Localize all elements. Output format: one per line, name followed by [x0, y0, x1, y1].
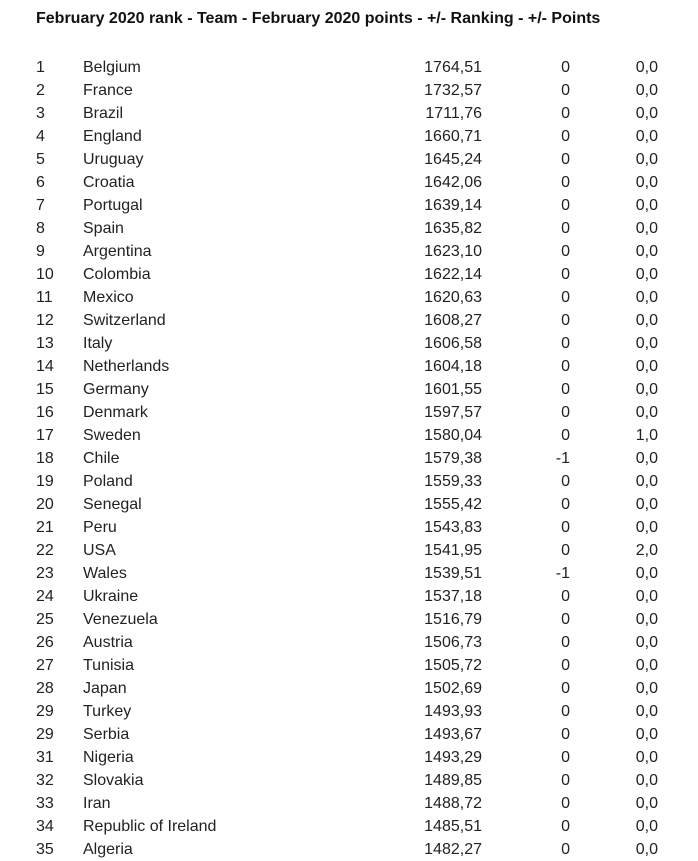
team-cell: Peru — [83, 519, 117, 536]
points-cell: 1506,73 — [424, 634, 482, 651]
rank-cell: 21 — [36, 519, 54, 536]
team-cell: Austria — [83, 634, 133, 651]
rank-change-cell: 0 — [561, 841, 570, 858]
points-change-cell: 0,0 — [635, 841, 658, 858]
team-cell: Italy — [83, 335, 113, 352]
points-change-cell: 0,0 — [635, 496, 658, 513]
team-cell: Turkey — [83, 703, 132, 720]
team-cell: Germany — [83, 381, 149, 398]
rank-change-cell: 0 — [561, 289, 570, 306]
rank-cell: 28 — [36, 680, 54, 697]
ranking-row — [0, 723, 698, 746]
rank-change-cell: 0 — [561, 266, 570, 283]
ranking-row — [0, 263, 698, 286]
ranking-row — [0, 286, 698, 309]
team-cell: Poland — [83, 473, 133, 490]
team-cell: Iran — [83, 795, 111, 812]
team-cell: Colombia — [83, 266, 151, 283]
points-cell: 1537,18 — [424, 588, 482, 605]
ranking-row — [0, 217, 698, 240]
rankings-list — [0, 56, 698, 861]
ranking-row — [0, 746, 698, 769]
team-cell: Brazil — [83, 105, 124, 122]
points-change-cell: 0,0 — [635, 197, 658, 214]
rank-change-cell: 0 — [561, 611, 570, 628]
rank-change-cell: 0 — [561, 151, 570, 168]
points-cell: 1543,83 — [424, 519, 482, 536]
points-cell: 1482,27 — [424, 841, 482, 858]
rank-cell: 20 — [36, 496, 54, 513]
rank-cell: 34 — [36, 818, 54, 835]
rank-cell: 18 — [36, 450, 54, 467]
rank-cell: 13 — [36, 335, 54, 352]
ranking-row — [0, 332, 698, 355]
team-cell: Netherlands — [83, 358, 170, 375]
points-change-cell: 0,0 — [635, 312, 658, 329]
team-cell: Nigeria — [83, 749, 134, 766]
points-change-cell: 0,0 — [635, 818, 658, 835]
points-cell: 1635,82 — [424, 220, 482, 237]
rank-cell: 8 — [36, 220, 45, 237]
rank-cell: 1 — [36, 59, 45, 76]
points-change-cell: 0,0 — [635, 473, 658, 490]
team-cell: Ukraine — [83, 588, 139, 605]
rank-change-cell: 0 — [561, 542, 570, 559]
team-cell: Mexico — [83, 289, 134, 306]
points-cell: 1502,69 — [424, 680, 482, 697]
points-cell: 1505,72 — [424, 657, 482, 674]
points-change-cell: 1,0 — [635, 427, 658, 444]
rank-cell: 23 — [36, 565, 54, 582]
rank-change-cell: 0 — [561, 749, 570, 766]
rank-change-cell: 0 — [561, 82, 570, 99]
points-change-cell: 0,0 — [635, 703, 658, 720]
team-cell: Spain — [83, 220, 124, 237]
points-change-cell: 0,0 — [635, 772, 658, 789]
ranking-row — [0, 516, 698, 539]
ranking-row — [0, 378, 698, 401]
points-cell: 1493,93 — [424, 703, 482, 720]
team-cell: Slovakia — [83, 772, 144, 789]
ranking-row — [0, 447, 698, 470]
rank-change-cell: 0 — [561, 404, 570, 421]
ranking-row — [0, 424, 698, 447]
points-change-cell: 0,0 — [635, 749, 658, 766]
ranking-row — [0, 769, 698, 792]
rank-cell: 16 — [36, 404, 54, 421]
team-cell: Wales — [83, 565, 127, 582]
rank-cell: 2 — [36, 82, 45, 99]
rank-change-cell: 0 — [561, 657, 570, 674]
ranking-row — [0, 493, 698, 516]
ranking-row — [0, 700, 698, 723]
rank-change-cell: 0 — [561, 496, 570, 513]
rank-change-cell: 0 — [561, 312, 570, 329]
rank-change-cell: 0 — [561, 726, 570, 743]
rank-change-cell: 0 — [561, 473, 570, 490]
rank-change-cell: 0 — [561, 174, 570, 191]
rank-cell: 11 — [36, 289, 53, 306]
ranking-row — [0, 585, 698, 608]
team-cell: Japan — [83, 680, 127, 697]
points-change-cell: 0,0 — [635, 565, 658, 582]
ranking-row — [0, 240, 698, 263]
team-cell: Chile — [83, 450, 120, 467]
points-change-cell: 0,0 — [635, 151, 658, 168]
team-cell: France — [83, 82, 133, 99]
rank-cell: 27 — [36, 657, 54, 674]
points-cell: 1660,71 — [424, 128, 482, 145]
team-cell: Belgium — [83, 59, 141, 76]
rank-cell: 35 — [36, 841, 54, 858]
rank-cell: 7 — [36, 197, 45, 214]
points-cell: 1601,55 — [424, 381, 482, 398]
points-cell: 1488,72 — [424, 795, 482, 812]
team-cell: Argentina — [83, 243, 152, 260]
points-cell: 1579,38 — [424, 450, 482, 467]
team-cell: Algeria — [83, 841, 133, 858]
ranking-row — [0, 677, 698, 700]
rank-cell: 5 — [36, 151, 45, 168]
points-cell: 1622,14 — [424, 266, 482, 283]
rank-cell: 22 — [36, 542, 54, 559]
ranking-row — [0, 171, 698, 194]
ranking-row — [0, 401, 698, 424]
points-change-cell: 0,0 — [635, 243, 658, 260]
points-change-cell: 0,0 — [635, 82, 658, 99]
rank-change-cell: 0 — [561, 59, 570, 76]
points-change-cell: 0,0 — [635, 220, 658, 237]
points-cell: 1620,63 — [424, 289, 482, 306]
ranking-row — [0, 125, 698, 148]
rankings-heading: February 2020 rank - Team - February 2020 points - +/- Ranking - +/- Points — [36, 10, 601, 27]
points-cell: 1485,51 — [424, 818, 482, 835]
ranking-row — [0, 838, 698, 861]
rank-change-cell: 0 — [561, 703, 570, 720]
rank-cell: 12 — [36, 312, 54, 329]
team-cell: Switzerland — [83, 312, 166, 329]
points-cell: 1516,79 — [424, 611, 482, 628]
rank-cell: 4 — [36, 128, 45, 145]
rank-cell: 15 — [36, 381, 54, 398]
points-change-cell: 0,0 — [635, 657, 658, 674]
points-change-cell: 0,0 — [635, 634, 658, 651]
ranking-row — [0, 355, 698, 378]
team-cell: England — [83, 128, 142, 145]
points-change-cell: 0,0 — [635, 450, 658, 467]
points-cell: 1645,24 — [424, 151, 482, 168]
points-cell: 1493,67 — [424, 726, 482, 743]
rank-change-cell: 0 — [561, 588, 570, 605]
ranking-row — [0, 56, 698, 79]
points-change-cell: 0,0 — [635, 404, 658, 421]
points-cell: 1559,33 — [424, 473, 482, 490]
rank-change-cell: 0 — [561, 105, 570, 122]
points-cell: 1489,85 — [424, 772, 482, 789]
points-cell: 1711,76 — [425, 105, 482, 122]
rank-change-cell: 0 — [561, 795, 570, 812]
ranking-row — [0, 79, 698, 102]
rank-cell: 25 — [36, 611, 54, 628]
rank-change-cell: 0 — [561, 128, 570, 145]
rank-change-cell: 0 — [561, 634, 570, 651]
rank-change-cell: 0 — [561, 772, 570, 789]
rank-change-cell: 0 — [561, 381, 570, 398]
team-cell: Uruguay — [83, 151, 144, 168]
points-cell: 1597,57 — [424, 404, 482, 421]
points-change-cell: 2,0 — [635, 542, 658, 559]
ranking-row — [0, 792, 698, 815]
rank-change-cell: -1 — [555, 450, 570, 467]
rank-cell: 29 — [36, 703, 54, 720]
points-change-cell: 0,0 — [635, 289, 658, 306]
rank-change-cell: -1 — [555, 565, 570, 582]
points-change-cell: 0,0 — [635, 588, 658, 605]
team-cell: Tunisia — [83, 657, 134, 674]
rank-change-cell: 0 — [561, 243, 570, 260]
rank-cell: 33 — [36, 795, 54, 812]
team-cell: Republic of Ireland — [83, 818, 217, 835]
points-change-cell: 0,0 — [635, 174, 658, 191]
points-change-cell: 0,0 — [635, 105, 658, 122]
points-cell: 1606,58 — [424, 335, 482, 352]
rank-cell: 24 — [36, 588, 54, 605]
rank-cell: 26 — [36, 634, 54, 651]
rank-cell: 17 — [36, 427, 54, 444]
rank-change-cell: 0 — [561, 197, 570, 214]
ranking-row — [0, 539, 698, 562]
ranking-row — [0, 654, 698, 677]
rank-cell: 6 — [36, 174, 45, 191]
rank-cell: 9 — [36, 243, 45, 260]
points-change-cell: 0,0 — [635, 128, 658, 145]
team-cell: Sweden — [83, 427, 141, 444]
ranking-row — [0, 608, 698, 631]
team-cell: USA — [83, 542, 116, 559]
team-cell: Denmark — [83, 404, 148, 421]
rank-change-cell: 0 — [561, 680, 570, 697]
rank-cell: 31 — [36, 749, 54, 766]
rank-cell: 10 — [36, 266, 54, 283]
team-cell: Senegal — [83, 496, 142, 513]
points-cell: 1493,29 — [424, 749, 482, 766]
rank-change-cell: 0 — [561, 519, 570, 536]
points-cell: 1732,57 — [424, 82, 482, 99]
points-cell: 1555,42 — [424, 496, 482, 513]
points-change-cell: 0,0 — [635, 335, 658, 352]
points-cell: 1764,51 — [424, 59, 482, 76]
rank-cell: 14 — [36, 358, 54, 375]
points-change-cell: 0,0 — [635, 59, 658, 76]
ranking-row — [0, 815, 698, 838]
team-cell: Venezuela — [83, 611, 158, 628]
rank-cell: 29 — [36, 726, 54, 743]
points-change-cell: 0,0 — [635, 266, 658, 283]
ranking-row — [0, 194, 698, 217]
points-cell: 1580,04 — [424, 427, 482, 444]
points-change-cell: 0,0 — [635, 381, 658, 398]
ranking-row — [0, 148, 698, 171]
ranking-row — [0, 102, 698, 125]
team-cell: Portugal — [83, 197, 143, 214]
ranking-row — [0, 562, 698, 585]
rank-cell: 32 — [36, 772, 54, 789]
points-change-cell: 0,0 — [635, 519, 658, 536]
team-cell: Serbia — [83, 726, 130, 743]
rank-cell: 3 — [36, 105, 45, 122]
points-cell: 1623,10 — [424, 243, 482, 260]
points-change-cell: 0,0 — [635, 680, 658, 697]
points-cell: 1639,14 — [424, 197, 482, 214]
points-cell: 1608,27 — [424, 312, 482, 329]
ranking-row — [0, 470, 698, 493]
rank-change-cell: 0 — [561, 220, 570, 237]
rank-change-cell: 0 — [561, 335, 570, 352]
points-cell: 1539,51 — [424, 565, 482, 582]
points-change-cell: 0,0 — [635, 358, 658, 375]
points-change-cell: 0,0 — [635, 795, 658, 812]
rank-change-cell: 0 — [561, 818, 570, 835]
points-cell: 1604,18 — [424, 358, 482, 375]
ranking-row — [0, 309, 698, 332]
team-cell: Croatia — [83, 174, 135, 191]
points-change-cell: 0,0 — [635, 611, 658, 628]
points-cell: 1541,95 — [424, 542, 482, 559]
rank-change-cell: 0 — [561, 358, 570, 375]
points-change-cell: 0,0 — [635, 726, 658, 743]
rank-change-cell: 0 — [561, 427, 570, 444]
rank-cell: 19 — [36, 473, 54, 490]
points-cell: 1642,06 — [424, 174, 482, 191]
ranking-row — [0, 631, 698, 654]
